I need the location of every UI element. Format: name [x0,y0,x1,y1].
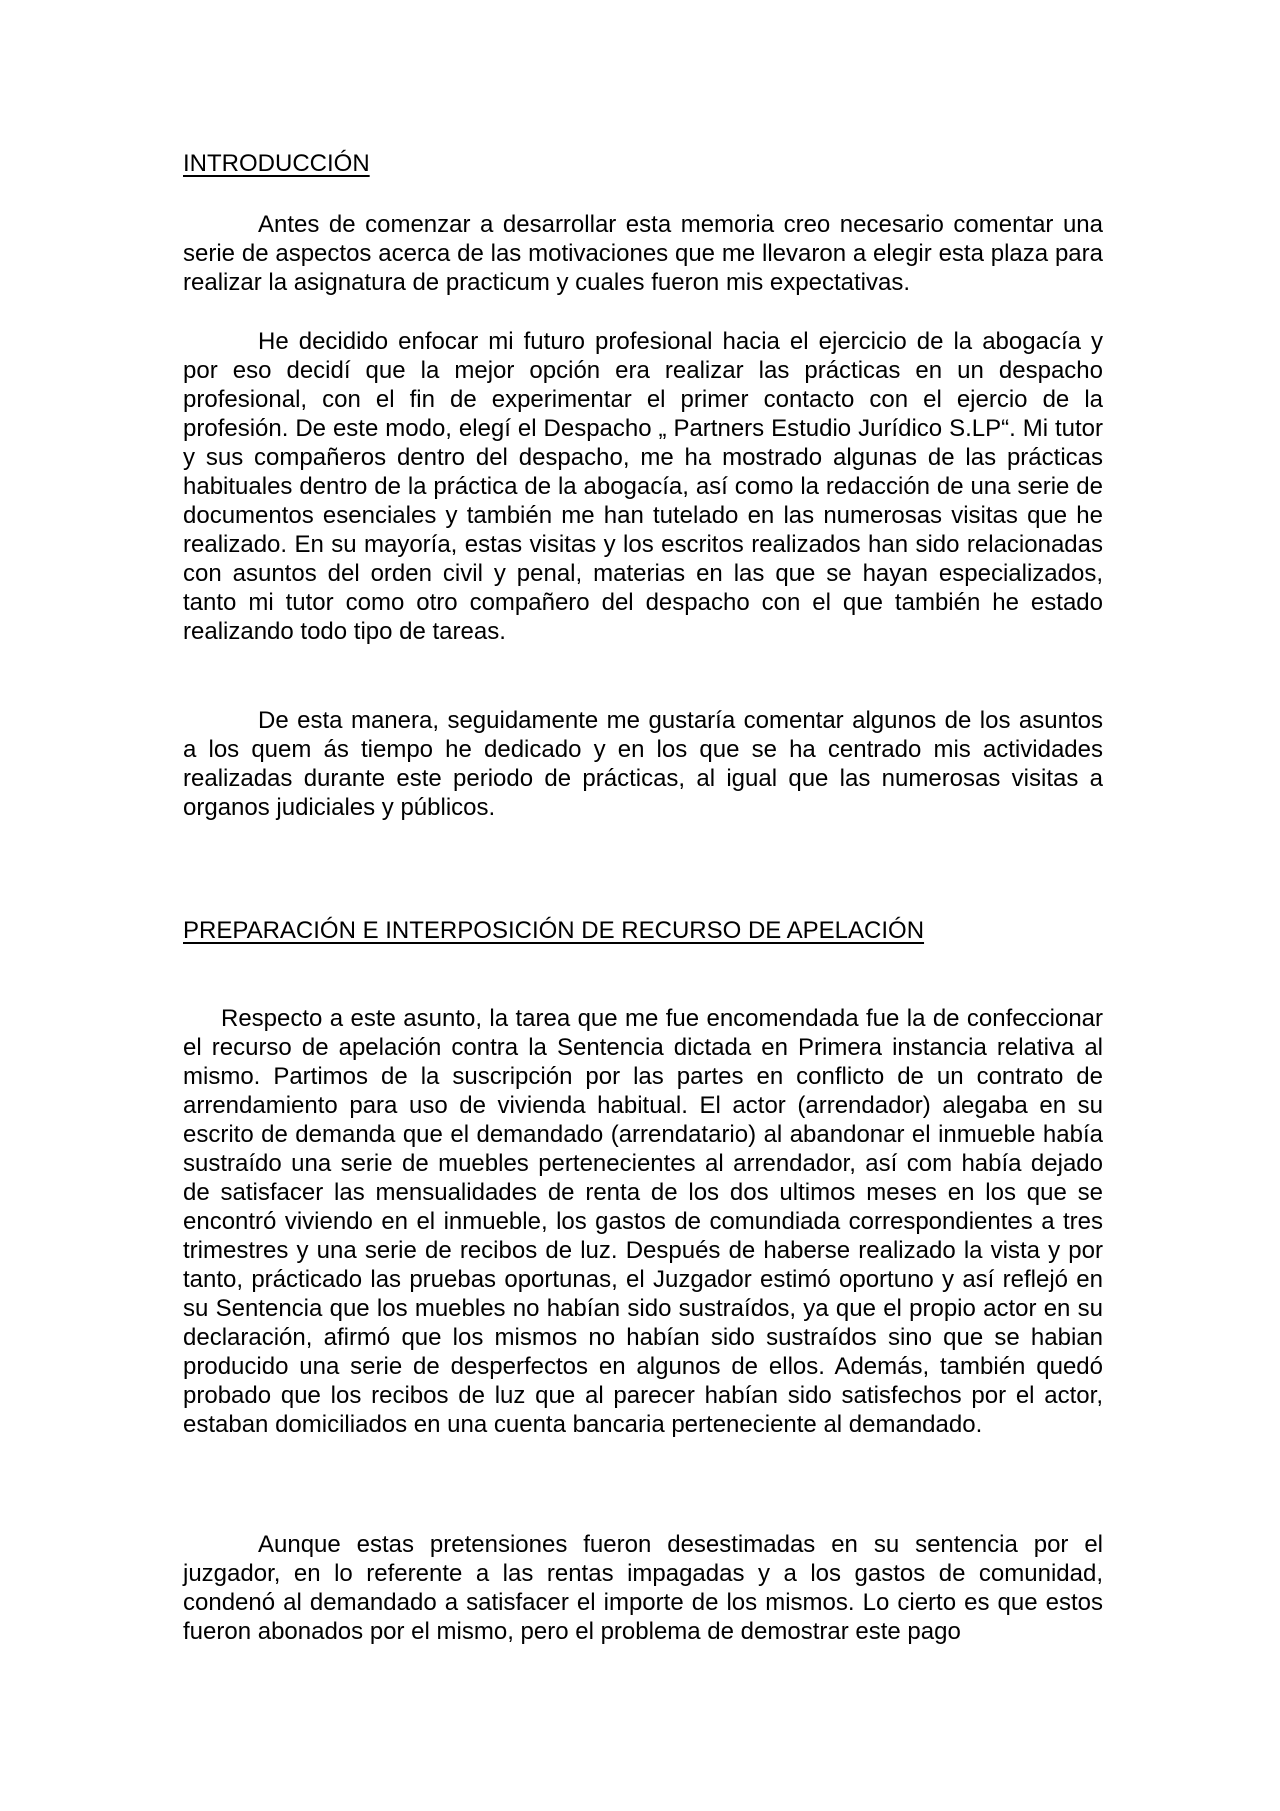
paragraph-intro-2: He decidido enfocar mi futuro profesional hacia el ejercicio de la abogacía y por eso decidí que la mejor opción era realizar las prácticas en un despacho profesional, con el fin de experimentar el primer contacto con el ejercio de la profesión. De este modo, elegí el Despacho „ Partners Estudio Jurídico S.LP“. Mi tutor y sus compañeros dentro del despacho, me ha mostrado algunas de las prácticas habituales dentro de la práctica de la abogacía, así como la redacción de una serie de documentos esenciales y también me han tutelado en las numerosas visitas que he realizado. En su mayoría, estas visitas y los escritos realizados han sido relacionadas con asuntos del orden civil y penal, materias en las que se hayan especializados, tanto mi tutor como otro compañero del despacho con el que también he estado realizando todo tipo de tareas. [183,328,1103,645]
paragraph-recurso-2: Aunque estas pretensiones fueron desestimadas en su sentencia por el juzgador, en lo referente a las rentas impagadas y a los gastos de comunidad, condenó al demandado a satisfacer el importe de los mismos. Lo cierto es que estos fueron abonados por el mismo, pero el problema de demostrar este pago [183,1531,1103,1645]
paragraph-intro-1: Antes de comenzar a desarrollar esta memoria creo necesario comentar una serie de aspectos acerca de las motivaciones que me llevaron a elegir esta plaza para realizar la asignatura de practicum y cuales fueron mis expectativas. [183,211,1103,296]
paragraph-recurso-1: Respecto a este asunto, la tarea que me fue encomendada fue la de confeccionar el recurso de apelación contra la Sentencia dictada en Primera instancia relativa al mismo. Partimos de la suscripción por las partes en conflicto de un contrato de arrendamiento para uso de vivienda habitual. El actor (arrendador) alegaba en su escrito de demanda que el demandado (arrendatario) al abandonar el inmueble había sustraído una serie de muebles pertenecientes al arrendador, así com había dejado de satisfacer las mensualidades de renta de los dos ultimos meses en los que se encontró viviendo en el inmueble, los gastos de comundiada correspondientes a tres trimestres y una serie de recibos de luz. Después de haberse realizado la vista y por tanto, prácticado las pruebas oportunas, el Juzgador estimó oportuno y así reflejó en su Sentencia que los muebles no habían sido sustraídos, ya que el propio actor en su declaración, afirmó que los mismos no habían sido sustraídos sino que se habian producido una serie de desperfectos en algunos de ellos. Además, también quedó probado que los recibos de luz que al parecer habían sido satisfechos por el actor, estaban domiciliados en una cuenta bancaria perteneciente al demandado. [183,1005,1103,1438]
paragraph-intro-3: De esta manera, seguidamente me gustaría comentar algunos de los asuntos a los quem ás tiempo he dedicado y en los que se ha centrado mis actividades realizadas durante este periodo de prácticas, al igual que las numerosas visitas a organos judiciales y públicos. [183,707,1103,821]
section-heading-introduccion: INTRODUCCIÓN [183,150,370,177]
section-heading-recurso-apelacion: PREPARACIÓN E INTERPOSICIÓN DE RECURSO DE APELACIÓN [183,917,925,944]
document-page [183,0,1103,1811]
